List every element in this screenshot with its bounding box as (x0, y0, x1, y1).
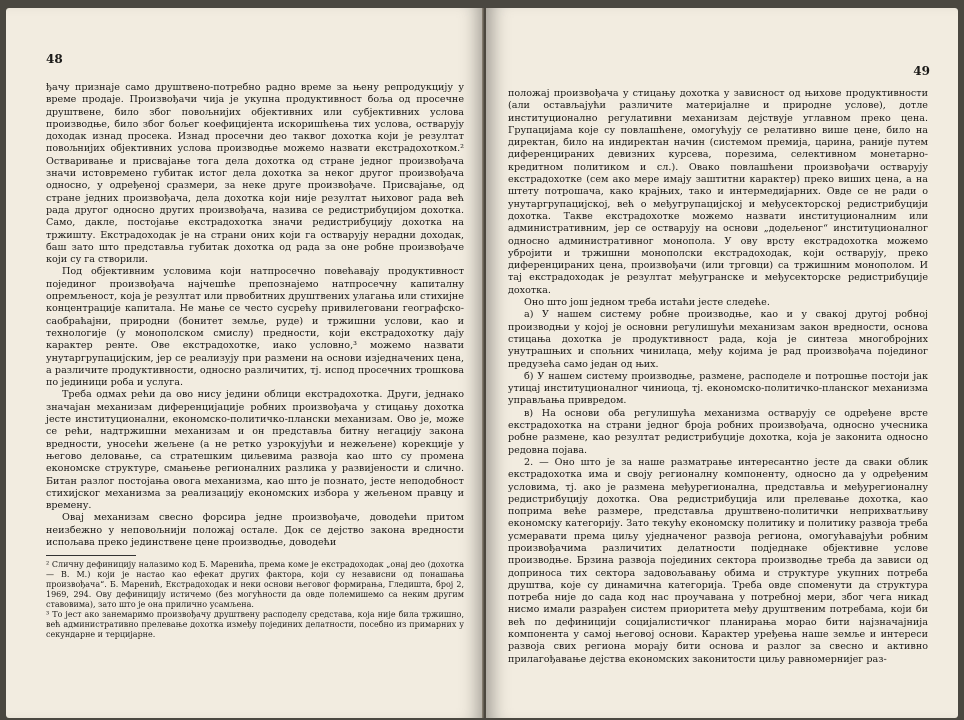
paragraph: Под објективним условима који натпросечно повећавају продуктивност појединог произвођача најчешће препознајемо натпросечну капиталну опремљеност, која је резултат или првобитних друштвених улагања или стихијне концентрације капитала. Не мање се често сусрећу привилеговани географско-саобраћајни, природни (бонитет земље, руде) и тржишни услови, као и технологије (у монополском смислу) предности, који екстрадохотку дају карактер ренте. Ове екстрадохотке, иако условно,³ можемо назвати унутаргрупацијским, јер се реализују при размени на основи изједначених цена, а различите продуктивности, односно различитих, тј. испод просечних трошкова по јединици роба и услуга. (46, 266, 464, 389)
paragraph: 2. — Оно што је за наше разматрање интересантно јесте да сваки облик екстрадохотка има и своју регионалну компоненту, односно да у одређеним условима, тј. ако је размена међурегионална, представља и међурегионалну редистрибуцију дохотка. Ова редистрибуција или прелевање дохотка, као поприма веће размере, представља друштвено-политички неприхватљиву економску категорију. Зато текућу економску политику и политику развоја треба усмеравати према циљу уједначеног развоја региона, омогућавајући робним произвођачима различитих делатности подједнаке објективне услове производње. Брзина развоја појединих сектора производње треба да зависи од доприноса тих сектора задовољавању обима и структуре укупних потреба друштва, које су динамична категорија. Треба овде споменути да структура потреба није до сада код нас проучавана у потребној мери, због чега никад нисмо имали разрађен систем приоритета међу друштвеним потребама, који би већ по дефиницији социјалистичког планирања морао бити најзначајнија компонента у самој његовој основи. Карактер уређења наше земље и интереси развоја свих региона морају бити основа и разлог за свесно и активно прилагођавање дејства економских законитости циљу равномернијег раз- (508, 456, 928, 665)
paragraph: Овај механизам свесно форсира једне произвођаче, доводећи притом неизбежно у неповољнији положај остале. Док се дејство закона вредности испољава преко јединствене цене производње, доводећи (46, 512, 464, 548)
paragraph: ђачу признаје само друштвено-потребно радно време за њену репродукцију у време продаје. Произвођачи чија је укупна продуктивност боља од просечне друштвене, било због повољнијих објективних или субјективних услова производње, било због бољег коефицијента искоришћења тих услова, остварују доходак изнад просека. Изнад просечни део таквог дохотка који је резултат повољнијих објективних услова производње можемо назвати екстрадохотком.² Остваривање и присвајање тога дела дохотка од стране једног произвођача значи истовремено губитак истог дела дохотка за неког другог произвођача односно, у одређеној сразмери, за неке друге произвођаче. Присвајање, од стране једних произвођача, дела дохотка који није резултат њиховог рада већ рада другог односно других произвођача, назива се редистрибуцијом дохотка. Само, дакле, постојање екстрадохотка значи редистрибуцију дохотка на тржишту. Екстрадоходак је на страни оних који га остварују нерадни доходак, баш зато што представља губитак дохотка од рада за оне робне произвођаче који су га створили. (46, 82, 464, 266)
page-number-right: 49 (913, 64, 930, 78)
footnote: ³ То јест ако занемаримо произвођачу друштвену расподелу средстава, која није била тржишно, већ административно прелевање дохотка између појединих делатности, посебно из примарних у секундарне и терцијарне. (46, 610, 464, 640)
list-item: б) У нашем систему производње, размене, расподеле и потрошње постоји јак утицај институционалног чиниоца, тј. економско-политичко-планског механизма управљања привредом. (508, 370, 928, 407)
paragraph: Треба одмах рећи да ово нису једини облици екстрадохотка. Други, једнако значајан механизам диференцијације робних произвођача у стицању дохотка јесте институционални, економско-политичко-плански механизам. Ово је, може се рећи, надтржишни механизам и он представља битну негацију закона вредности, уносећи жељене (а не ретко узрокујући и нежељене) корекције у његово деловање, са стратешким циљевима развоја као што су промена економске структуре, смањење регионалних разлика у развијености и слично. Битан разлог постојања овога механизма, као што је познато, јесте неподобност стихијског механизма за реализацију економских избора у жељеном правцу и времену. (46, 389, 464, 512)
list-item: а) У нашем систему робне производње, као и у свакој другој робној производњи у којој је основни регулишући механизам закон вредности, основа стицања дохотка је продуктивност рада, која је синтеза многобројних унутрашњих и спољних чинилаца, међу којима је рад произвођача појединог предузећа само један од њих. (508, 309, 928, 370)
left-page-body (46, 82, 464, 640)
right-page-body (508, 88, 928, 666)
footnote-rule (46, 555, 136, 556)
paragraph: Оно што још једном треба истаћи јесте следеће. (524, 297, 770, 309)
list-item: в) На основи оба регулишућа механизма остварују се одређене врсте екстрадохотка на страни једног броја робних произвођача, односно учесника робне размене, као резултат редистрибуције дохотка, која је законита односно редовна појава. (508, 407, 928, 456)
right-page (486, 8, 958, 718)
footnote: ² Сличну дефиницију налазимо код Б. Маренића, према коме је екстрадоходак „онај део (дохотка — В. М.) који је настао као ефекат других фактора, који су независни од понашања произвођача“. Б. Маренић, Екстрадоходак и неки основи његовог формирања, Гледишта, број 2, 1969, 294. Ову дефиницију истичемо (без могућности да овде полемишемо са неким другим ставовима), зато што је она прилично усамљена. (46, 560, 464, 610)
paragraph: положај произвођача у стицању дохотка у зависност од њихове продуктивности (али остављајући различите материјалне и природне услове), дотле институционално регулативни механизам дејствује углавном преко цена. Групацијама које су повлашћене, омогућују се релативно више цене, било на директан, било на индиректан начин (системом премија, царина, раније путем диференцираних девизних курсева, порезима, селективном монетарно-кредитном политиком и сл.). Овако повлашћени произвођачи остварују екстрадохотке (сем ако мере имају заштитни карактер) преко виших цена, а на штету потрошача, како крајњих, тако и интермедијарних. Овде се не ради о унутаргрупацијској, већ о међугрупацијској и међусекторској редистрибуцији дохотка. Такве екстрадохотке можемо назвати институционалним или административним, јер се остварују на основи „додељеног“ институционалног односно административног монопола. У ову врсту екстрадохотка можемо убројити и тржишни монополски екстрадоходак, који остварују, преко диференцираних цена, произвођачи (или трговци) са тржишним монополом. И тај екстрадоходак је резултат међугранске и међусекторске редистрибуције дохотка. (508, 88, 928, 296)
left-page (6, 8, 484, 718)
page-number-left: 48 (46, 52, 63, 66)
